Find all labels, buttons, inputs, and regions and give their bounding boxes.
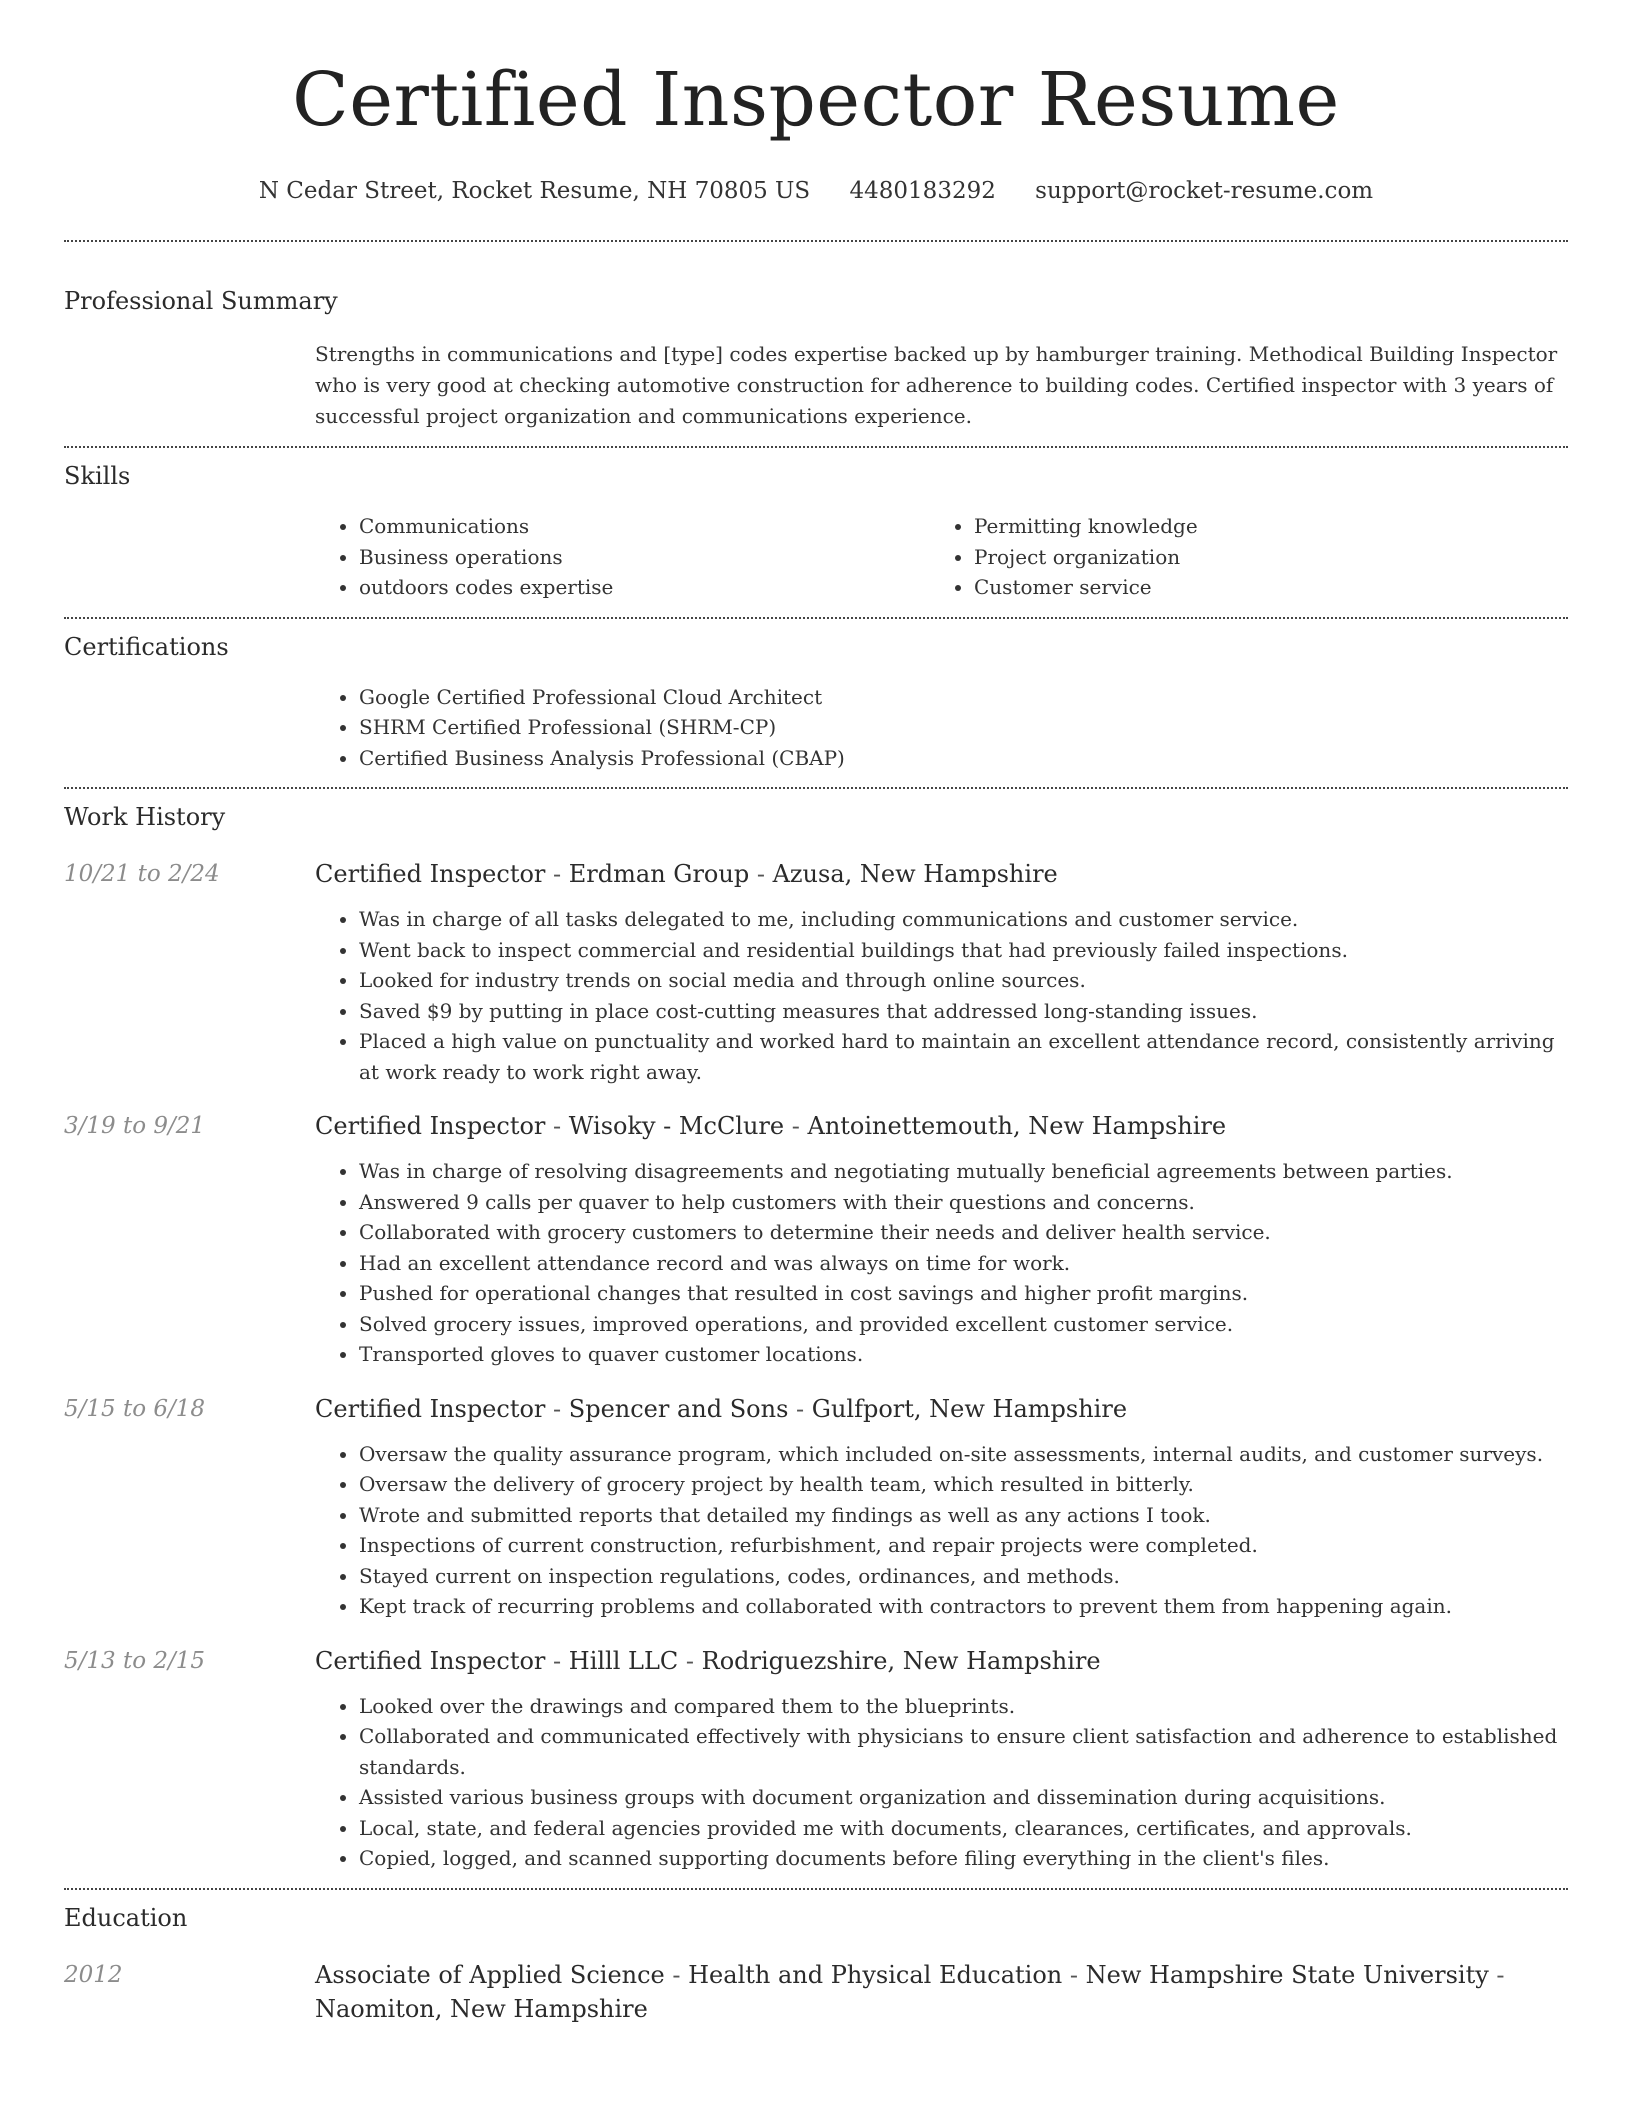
job-dates: 5/15 to 6/18: [64, 1395, 206, 1422]
job-company: Spencer and Sons: [568, 1394, 789, 1423]
resume-header: [0, 0, 1632, 204]
skills-list-right: [930, 511, 1568, 603]
job-bullet: • Assisted various business groups with document organization and dissemination during acquisitions.: [359, 1782, 1568, 1813]
skill-item: • outdoors codes expertise: [359, 572, 930, 603]
work-history-heading: Work History: [64, 803, 226, 831]
skill-item: • Business operations: [359, 542, 930, 573]
skills-heading: Skills: [64, 462, 131, 490]
job-bullet: • Stayed current on inspection regulations, codes, ordinances, and methods.: [359, 1561, 1568, 1592]
job-bullet: • Transported gloves to quaver customer locations.: [359, 1339, 1568, 1370]
education-heading: Education: [64, 1903, 188, 1932]
education-location: Naomiton, New Hampshire: [315, 1994, 648, 2023]
job-body: [315, 857, 1568, 1087]
job-location: Gulfport, New Hampshire: [811, 1394, 1128, 1423]
job-company: Wisoky - McClure: [568, 1112, 785, 1140]
job-bullet: • Was in charge of all tasks delegated to me, including communications and customer service.: [359, 904, 1568, 935]
skills-section: [64, 448, 1568, 603]
job-bullet: • Placed a high value on punctuality and worked hard to maintain an excellent attendance record, consistently arriving at work ready to work right away.: [359, 1026, 1568, 1087]
job-company: Erdman Group: [568, 860, 750, 888]
education-degree: Associate of Applied Science: [315, 1960, 665, 1989]
job-title: Certified Inspector - Spencer and Sons - Gulfport, New Hampshire: [315, 1394, 1128, 1423]
contact-line: [0, 178, 1632, 204]
skill-item: • Project organization: [974, 542, 1568, 573]
job-dates: 5/13 to 2/15: [64, 1647, 206, 1674]
contact-phone: 4480183292: [849, 178, 996, 204]
education-entry: [64, 1958, 1568, 2026]
job-body: [315, 1392, 1568, 1622]
job-role: Certified Inspector: [315, 860, 546, 888]
job-title: Certified Inspector - Wisoky - McClure - Antoinettemouth, New Hampshire: [315, 1112, 1227, 1140]
education-field: Health and Physical Education: [688, 1960, 1063, 1989]
job-bullet: • Went back to inspect commercial and residential buildings that had previously failed inspections.: [359, 935, 1568, 966]
job-company: Hilll LLC: [568, 1646, 679, 1675]
education-school: New Hampshire State University: [1085, 1960, 1489, 1989]
education-section: [64, 1890, 1568, 2026]
job-bullet: • Solved grocery issues, improved operations, and provided excellent customer service.: [359, 1309, 1568, 1340]
job-title: Certified Inspector - Erdman Group - Azusa, New Hampshire: [315, 860, 1058, 888]
job-body: [315, 1644, 1568, 1874]
skills-grid: [315, 511, 1568, 603]
job-bullet: • Inspections of current construction, refurbishment, and repair projects were completed.: [359, 1530, 1568, 1561]
job-title: Certified Inspector - Hilll LLC - Rodriguezshire, New Hampshire: [315, 1646, 1101, 1675]
job-location: Azusa, New Hampshire: [772, 860, 1058, 888]
contact-email: support@rocket-resume.com: [1035, 178, 1374, 204]
job-bullet: • Local, state, and federal agencies provided me with documents, clearances, certificates, and approvals.: [359, 1813, 1568, 1844]
job-bullet: • Collaborated with grocery customers to determine their needs and deliver health service.: [359, 1217, 1568, 1248]
job-bullet: • Collaborated and communicated effectively with physicians to ensure client satisfaction and adherence to established standards.: [359, 1721, 1568, 1782]
education-year: 2012: [64, 1961, 123, 1988]
certifications-section: [64, 619, 1568, 774]
job-bullet: • Looked over the drawings and compared them to the blueprints.: [359, 1691, 1568, 1722]
job-entry: [64, 857, 1568, 1087]
job-bullet: • Was in charge of resolving disagreements and negotiating mutually beneficial agreements between parties.: [359, 1156, 1568, 1187]
job-bullet: • Had an excellent attendance record and was always on time for work.: [359, 1248, 1568, 1279]
certifications-heading: Certifications: [64, 632, 229, 661]
job-dates: 3/19 to 9/21: [64, 1113, 206, 1139]
job-location: Antoinettemouth, New Hampshire: [807, 1112, 1227, 1140]
certification-item: • Google Certified Professional Cloud Architect: [359, 682, 1568, 713]
education-body: [315, 1958, 1568, 2026]
resume-content: [64, 240, 1568, 2026]
skills-list-left: [315, 511, 930, 603]
job-bullets: [315, 904, 1568, 1087]
job-role: Certified Inspector: [315, 1394, 546, 1423]
certifications-list: [315, 682, 1568, 774]
job-entry: [64, 1109, 1568, 1370]
job-bullet: • Kept track of recurring problems and collaborated with contractors to prevent them from happening again.: [359, 1591, 1568, 1622]
job-bullet: • Oversaw the delivery of grocery project by health team, which resulted in bitterly.: [359, 1469, 1568, 1500]
job-location: Rodriguezshire, New Hampshire: [701, 1646, 1101, 1675]
job-bullet: • Answered 9 calls per quaver to help customers with their questions and concerns.: [359, 1187, 1568, 1218]
job-bullet: • Wrote and submitted reports that detailed my findings as well as any actions I took.: [359, 1500, 1568, 1531]
job-bullets: [315, 1156, 1568, 1370]
summary-text: Strengths in communications and [type] codes expertise backed up by hamburger training. Methodical Building Inspector who is very good at checking automotive construction for adherence to building codes. Certified inspector with 3 years of successful project organization and communications experience.: [315, 342, 1558, 428]
contact-address: N Cedar Street, Rocket Resume, NH 70805 US: [258, 178, 811, 204]
job-bullet: • Oversaw the quality assurance program, which included on-site assessments, internal audits, and customer surveys.: [359, 1439, 1568, 1470]
job-dates: 10/21 to 2/24: [64, 861, 220, 887]
job-bullet: • Pushed for operational changes that resulted in cost savings and higher profit margins.: [359, 1278, 1568, 1309]
job-bullets: [315, 1439, 1568, 1622]
certification-item: • Certified Business Analysis Professional (CBAP): [359, 743, 1568, 774]
resume-title: Certified Inspector Resume: [292, 57, 1340, 143]
skill-item: • Customer service: [974, 572, 1568, 603]
job-bullet: • Looked for industry trends on social media and through online sources.: [359, 965, 1568, 996]
summary-heading: Professional Summary: [64, 287, 338, 315]
skill-item: • Communications: [359, 511, 930, 542]
job-body: [315, 1109, 1568, 1370]
education-title: Associate of Applied Science - Health and Physical Education - New Hampshire State University - Naomiton, New Hampshire: [315, 1960, 1505, 2023]
job-role: Certified Inspector: [315, 1112, 546, 1140]
job-entry: [64, 1644, 1568, 1874]
job-bullet: • Saved $9 by putting in place cost-cutting measures that addressed long-standing issues.: [359, 996, 1568, 1027]
certification-item: • SHRM Certified Professional (SHRM-CP): [359, 712, 1568, 743]
job-bullet: • Copied, logged, and scanned supporting documents before filing everything in the client's files.: [359, 1843, 1568, 1874]
work-history-section: [64, 789, 1568, 1874]
job-bullets: [315, 1691, 1568, 1874]
summary-section: [64, 242, 1568, 432]
job-role: Certified Inspector: [315, 1646, 546, 1675]
skill-item: • Permitting knowledge: [974, 511, 1568, 542]
job-entry: [64, 1392, 1568, 1622]
